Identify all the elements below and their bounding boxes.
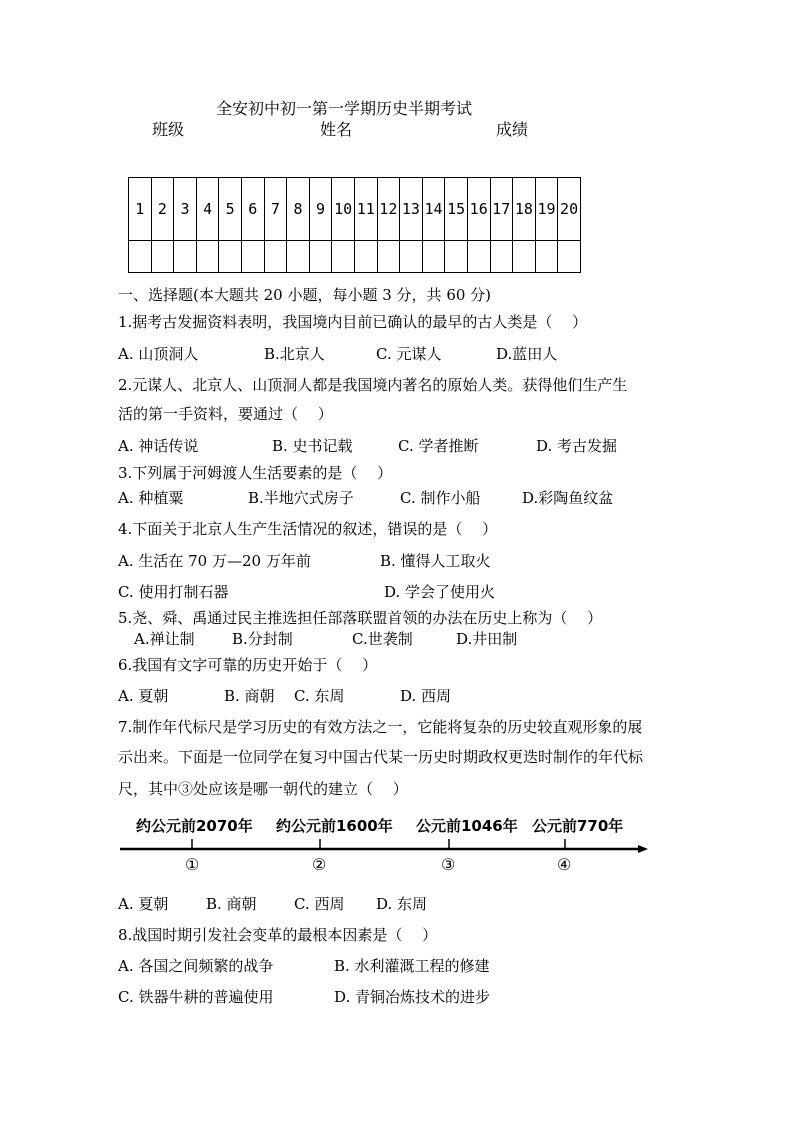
- q7-option-d: D. 东周: [376, 895, 428, 913]
- answer-number-cell: 6: [241, 178, 264, 241]
- q1-option-c: C. 元谋人: [376, 345, 442, 363]
- answer-number-cell: 16: [467, 178, 490, 241]
- question-5: 5.尧、舜、禹通过民主推选担任部落联盟首领的办法在历史上称为（ ）: [118, 609, 603, 627]
- answer-blank-cell[interactable]: [219, 241, 242, 273]
- q3-option-d: D.彩陶鱼纹盆: [522, 489, 614, 507]
- score-label: 成绩: [496, 120, 529, 139]
- answer-blank-cell[interactable]: [467, 241, 490, 273]
- answer-blank-cell[interactable]: [513, 241, 536, 273]
- answer-blank-cell[interactable]: [445, 241, 468, 273]
- question-7-line-3: 尺，其中③处应该是哪一朝代的建立（ ）: [118, 780, 408, 798]
- q1-option-d: D.蓝田人: [496, 345, 558, 363]
- q2-option-d: D. 考古发掘: [536, 437, 618, 455]
- answer-number-row: [129, 178, 581, 241]
- answer-number-cell: 18: [513, 178, 536, 241]
- question-2-line-1: 2.元谋人、北京人、山顶洞人都是我国境内著名的原始人类。获得他们生产生: [118, 376, 628, 394]
- answer-number-cell: 9: [309, 178, 332, 241]
- question-7-line-2: 示出来。下面是一位同学在复习中国古代某一历史时期政权更迭时制作的年代标: [118, 748, 644, 766]
- q7-option-b: B. 商朝: [206, 895, 257, 913]
- q5-option-c: C.世袭制: [352, 630, 413, 648]
- q3-option-b: B.半地穴式房子: [248, 489, 354, 507]
- timeline-mark-4: ④: [557, 855, 572, 874]
- answer-number-cell: 13: [400, 178, 423, 241]
- answer-number-cell: 5: [219, 178, 242, 241]
- answer-blank-cell[interactable]: [264, 241, 287, 273]
- answer-number-cell: 14: [422, 178, 445, 241]
- q1-option-b: B.北京人: [264, 345, 325, 363]
- answer-number-cell: 1: [129, 178, 152, 241]
- answer-blank-cell[interactable]: [535, 241, 558, 273]
- answer-blank-cell[interactable]: [377, 241, 400, 273]
- section-heading: 一、选择题(本大题共 20 小题，每小题 3 分，共 60 分): [118, 286, 492, 304]
- answer-blank-cell[interactable]: [309, 241, 332, 273]
- q8-option-d: D. 青铜冶炼技术的进步: [334, 988, 491, 1006]
- answer-blank-cell[interactable]: [490, 241, 513, 273]
- question-8: 8.战国时期引发社会变革的最根本因素是（ ）: [118, 926, 438, 944]
- timeline-label-3: 公元前1046年: [416, 817, 518, 835]
- answer-blank-cell[interactable]: [241, 241, 264, 273]
- answer-number-cell: 8: [287, 178, 310, 241]
- question-2-line-2: 活的第一手资料，要通过（ ）: [118, 405, 333, 423]
- answer-blank-cell[interactable]: [400, 241, 423, 273]
- answer-number-cell: 10: [332, 178, 355, 241]
- q8-option-b: B. 水利灌溉工程的修建: [334, 957, 490, 975]
- q6-option-a: A. 夏朝: [118, 687, 169, 705]
- q4-option-b: B. 懂得人工取火: [380, 552, 491, 570]
- answer-number-cell: 11: [354, 178, 377, 241]
- q2-option-a: A. 神话传说: [118, 437, 199, 455]
- name-label: 姓名: [320, 120, 353, 139]
- q2-option-b: B. 史书记载: [272, 437, 353, 455]
- timeline-mark-1: ①: [185, 855, 200, 874]
- answer-blank-cell[interactable]: [196, 241, 219, 273]
- answer-blank-cell[interactable]: [174, 241, 197, 273]
- question-7-line-1: 7.制作年代标尺是学习历史的有效方法之一，它能将复杂的历史较直观形象的展: [118, 718, 643, 736]
- q1-option-a: A. 山顶洞人: [118, 345, 199, 363]
- class-label: 班级: [152, 120, 185, 139]
- answer-blank-cell[interactable]: [558, 241, 581, 273]
- answer-number-cell: 4: [196, 178, 219, 241]
- q2-option-c: C. 学者推断: [398, 437, 479, 455]
- q6-option-b: B. 商朝: [224, 687, 275, 705]
- q8-option-c: C. 铁器牛耕的普遍使用: [118, 988, 274, 1006]
- answer-table: [128, 177, 581, 273]
- q3-option-a: A. 种植粟: [118, 489, 184, 507]
- question-3: 3.下列属于河姆渡人生活要素的是（ ）: [118, 464, 393, 482]
- q4-option-a: A. 生活在 70 万—20 万年前: [118, 552, 311, 570]
- answer-number-cell: 3: [174, 178, 197, 241]
- q8-option-a: A. 各国之间频繁的战争: [118, 957, 274, 975]
- q6-option-c: C. 东周: [294, 687, 345, 705]
- timeline-label-1: 约公元前2070年: [136, 817, 253, 835]
- q4-option-d: D. 学会了使用火: [384, 583, 496, 601]
- q5-option-d: D.井田制: [456, 630, 518, 648]
- question-1: 1.据考古发掘资料表明，我国境内目前已确认的最早的古人类是（ ）: [118, 313, 588, 331]
- question-4: 4.下面关于北京人生产生活情况的叙述，错误的是（ ）: [118, 520, 498, 538]
- timeline-mark-2: ②: [312, 855, 327, 874]
- answer-number-cell: 2: [151, 178, 174, 241]
- q5-option-a: A.禅让制: [134, 630, 195, 648]
- page-title: 全安初中初一第一学期历史半期考试: [216, 99, 473, 118]
- q7-option-a: A. 夏朝: [118, 895, 169, 913]
- q3-option-c: C. 制作小船: [400, 489, 481, 507]
- answer-blank-cell[interactable]: [422, 241, 445, 273]
- answer-number-cell: 17: [490, 178, 513, 241]
- answer-number-cell: 15: [445, 178, 468, 241]
- q5-option-b: B.分封制: [232, 630, 293, 648]
- answer-number-cell: 12: [377, 178, 400, 241]
- timeline-label-4: 公元前770年: [532, 817, 624, 835]
- question-6: 6.我国有文字可靠的历史开始于（ ）: [118, 656, 378, 674]
- answer-blank-cell[interactable]: [129, 241, 152, 273]
- answer-blank-cell[interactable]: [354, 241, 377, 273]
- answer-number-cell: 7: [264, 178, 287, 241]
- timeline-mark-3: ③: [441, 855, 456, 874]
- q4-option-c: C. 使用打制石器: [118, 583, 229, 601]
- answer-blank-cell[interactable]: [332, 241, 355, 273]
- answer-blank-cell[interactable]: [287, 241, 310, 273]
- timeline-label-2: 约公元前1600年: [276, 817, 393, 835]
- answer-number-cell: 19: [535, 178, 558, 241]
- answer-blank-row: [129, 241, 581, 273]
- answer-blank-cell[interactable]: [151, 241, 174, 273]
- answer-number-cell: 20: [558, 178, 581, 241]
- q6-option-d: D. 西周: [400, 687, 452, 705]
- q7-option-c: C. 西周: [294, 895, 345, 913]
